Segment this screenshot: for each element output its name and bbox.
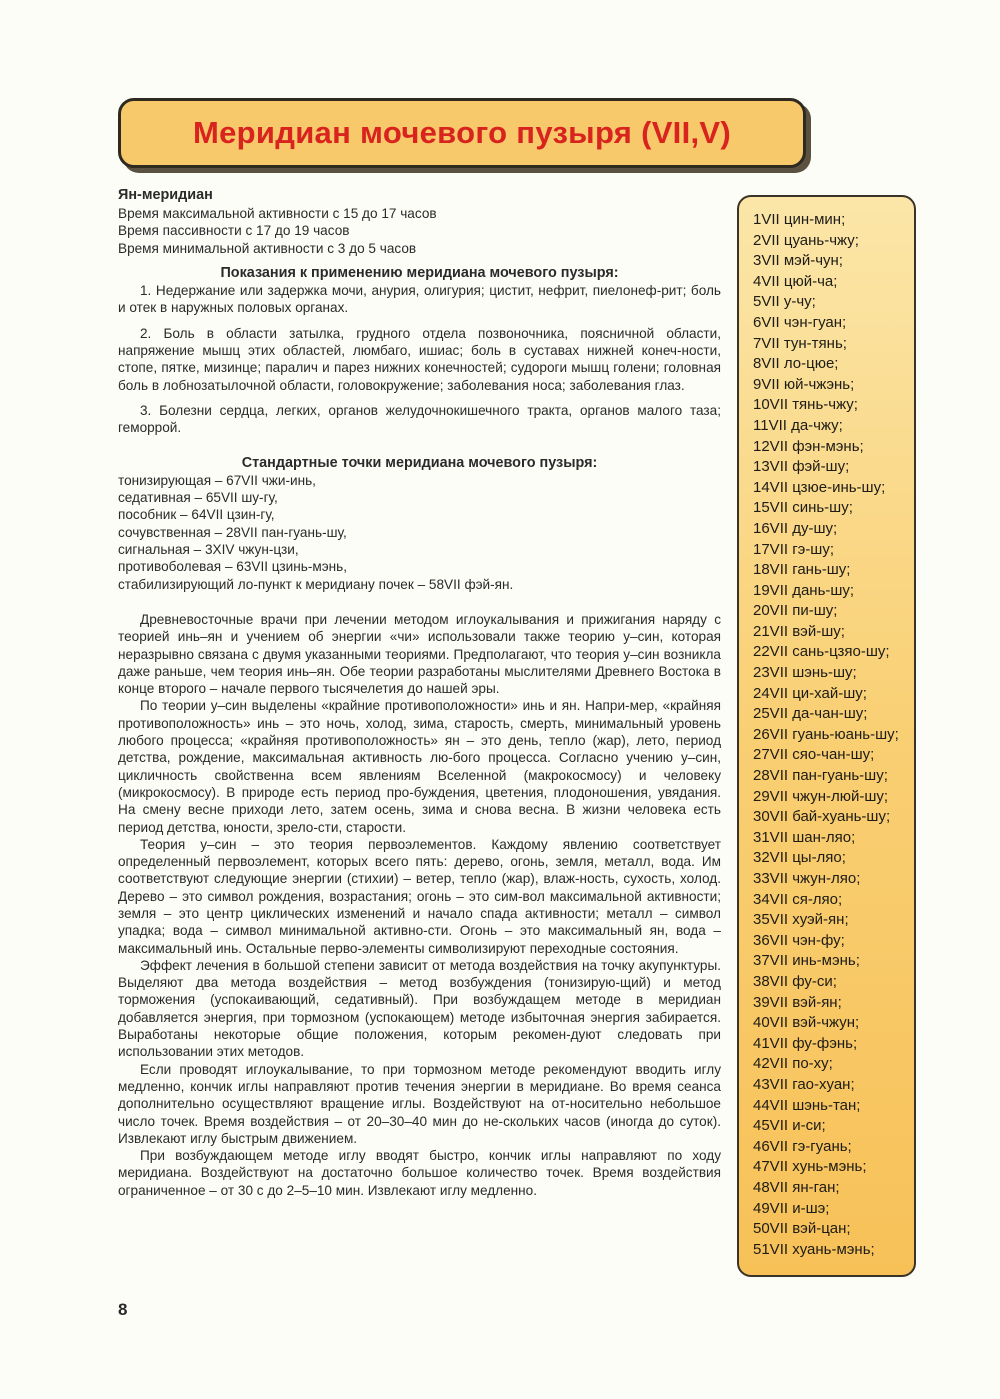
point-list-item: 10VII тянь-чжу; (753, 396, 858, 414)
point-list-item: 32VII цы-ляо; (753, 849, 846, 867)
point-list-item: 4VII цюй-ча; (753, 272, 838, 290)
indication-item: 1. Недержание или задержка мочи, анурия, олигурия; цистит, нефрит, пиелонеф-рит; боль и отек в наружных половых органах. (118, 283, 721, 316)
point-list-item: 6VII чэн-гуан; (753, 313, 847, 331)
standard-point-item: сочувственная – 28VII пан-гуань-шу, (118, 524, 347, 540)
standard-point-item: пособник – 64VII цзин-гу, (118, 507, 275, 523)
point-list-item: 24VII ци-хай-шу; (753, 684, 867, 702)
point-list-item: 41VII фу-фэнь; (753, 1034, 858, 1052)
point-list-item: 26VII гуань-юань-шу; (753, 725, 899, 743)
point-list-item: 44VII шэнь-тан; (753, 1096, 861, 1114)
standard-point-item: противоболевая – 63VII цзинь-мэнь, (118, 559, 348, 575)
point-list-item: 14VII цзюе-инь-шу; (753, 478, 886, 496)
body-paragraph: При возбуждающем методе иглу вводят быстро, кончик иглы направляют по ходу меридиана. Воздействуют на достаточно большое количество точек. Время воздействия ограниченное – от 30 с до 2–5–10 мин. Извлекают иглу медленно. (118, 1148, 721, 1198)
point-list-item: 18VII гань-шу; (753, 561, 851, 579)
point-list-item: 28VII пан-гуань-шу; (753, 767, 888, 785)
point-list-item: 40VII вэй-чжун; (753, 1014, 860, 1032)
point-list-item: 1VII цин-мин; (753, 211, 846, 228)
main-text (118, 186, 721, 1199)
point-list-item: 31VII шан-ляо; (753, 828, 856, 846)
point-list-item: 45VII и-си; (753, 1117, 826, 1135)
page-number: 8 (118, 1300, 128, 1319)
points-list (753, 210, 914, 1260)
indication-item: 2. Боль в области затылка, грудного отдела позвоночника, поясничной области, напряжение мышц этих областей, люмбаго, ишиас; боль в суставах нижней конеч-ности, стопе, пятке, мизинце; паралич и парез нижних конечностей; судороги мышц голени; головная боль в лобнозатылочной области, головокружение; заболевания носа; заболевания глаз. (118, 325, 721, 393)
activity-passive: Время пассивности с 17 до 19 часов (118, 223, 350, 239)
point-list-item: 38VII фу-си; (753, 972, 837, 990)
point-list-item: 37VII инь-мэнь; (753, 952, 860, 970)
indications-heading: Показания к применению меридиана мочевого пузыря: (220, 264, 619, 281)
point-list-item: 20VII пи-шу; (753, 602, 838, 620)
point-list-item: 9VII юй-чжэнь; (753, 375, 855, 393)
point-list-item: 33VII чжун-ляо; (753, 870, 861, 887)
activity-max: Время максимальной активности с 15 до 17 часов (118, 206, 437, 221)
point-list-item: 3VII мэй-чун; (753, 252, 843, 270)
point-list-item: 29VII чжун-люй-шу; (753, 787, 889, 805)
point-list-item: 49VII и-шэ; (753, 1199, 830, 1217)
standard-point-item: стабилизирующий ло-пункт к меридиану почек – 58VII фэй-ян. (118, 576, 514, 592)
point-list-item: 48VII ян-ган; (753, 1178, 840, 1196)
standard-point-item: тонизирующая – 67VII чжи-инь, (118, 472, 316, 488)
point-list-item: 36VII чэн-фу; (753, 931, 845, 949)
point-list-item: 46VII гэ-гуань; (753, 1137, 852, 1155)
point-list-item: 21VII вэй-шу; (753, 622, 845, 640)
title-banner (118, 98, 806, 168)
page-title: Меридиан мочевого пузыря (VII,V) (192, 115, 732, 150)
point-list-item: 13VII фэй-шу; (753, 458, 850, 476)
point-list-item: 25VII да-чан-шу; (753, 705, 868, 723)
point-list-item: 16VII ду-шу; (753, 519, 838, 537)
point-list-item: 30VII бай-хуань-шу; (753, 808, 891, 826)
point-list-item: 22VII сань-цзяо-шу; (753, 643, 890, 661)
body-paragraph: По теории у–син выделены «крайние противоположности» инь и ян. Напри-мер, «крайняя противоположность» инь – это ночь, холод, зима, старость, смерть, минимальный уровень любого процесса; «крайняя противоположность» ян – это день, тепло (жар), лето, период детства, рождение, максимальная активность лю-бого процесса. Согласно учению у–син, цикличность свойственна всем явлениям Вселенной (макрокосмосу) и человеку (микрокосмосу). В природе есть период про-буждения, цветения, плодоношения, увядания. На смену весне приходи лето, затем осень, зима и снова весна. В жизни человека есть период детства, юности, зрело-сти, старости. (118, 698, 721, 835)
point-list-item: 2VII цуань-чжу; (753, 231, 859, 249)
point-list-item: 51VII хуань-мэнь; (753, 1240, 875, 1258)
point-list-item: 42VII по-ху; (753, 1055, 833, 1073)
point-list-item: 11VII да-чжу; (753, 416, 843, 434)
point-list-item: 35VII хуэй-ян; (753, 911, 849, 929)
point-list-item: 12VII фэн-мэнь; (753, 437, 864, 455)
point-list-item: 47VII хунь-мэнь; (753, 1158, 867, 1176)
point-list-item: 17VII гэ-шу; (753, 540, 835, 558)
standard-points-heading: Стандартные точки меридиана мочевого пузыря: (241, 454, 598, 471)
point-list-item: 50VII вэй-цан; (753, 1220, 851, 1238)
point-list-item: 5VII у-чу; (753, 293, 816, 311)
point-list-item: 19VII дань-шу; (753, 581, 855, 599)
point-list-item: 34VII ся-ляо; (753, 890, 843, 908)
point-list-item: 39VII вэй-ян; (753, 993, 842, 1011)
point-list-item: 43VII гао-хуан; (753, 1075, 855, 1093)
point-list-item: 15VII синь-шу; (753, 499, 853, 517)
standard-point-item: сигнальная – 3XIV чжун-цзи, (118, 542, 299, 558)
body-paragraph: Древневосточные врачи при лечении методом иглоукалывания и прижигания наряду с теорией инь–ян и учением об энергии «чи» использовали также теорию у–син, которая неразрывно связана с двумя указанными теориями. Предполагают, что теория у–син возникла даже раньше, чем теория инь–ян. Обе теории разработаны мыслителями Древнего Востока в конце второго – начале первого тысячелетия до нашей эры. (118, 611, 721, 697)
body-paragraph: Теория у–син – это теория первоэлементов. Каждому явлению соответствует определенный первоэлемент, которых всего пять: дерево, огонь, земля, металл, вода. Им соответствуют следующие энергии (стихии) – ветер, тепло (жар), влаж-ность, сухость, холод. Дерево – это символ рождения, возрастания; огонь – это сим-вол максимальной активности; земля – это центр циклических изменений и начало спада активности; металл – символ упадка; вода – символ минимальной активно-сти. Огонь – это максимальный ян, вода – максимальный инь. Остальные перво-элементы символизируют переходные состояния. (118, 836, 721, 956)
meridian-type: Ян-меридиан (118, 187, 213, 203)
standard-point-item: седативная – 65VII шу-гу, (118, 490, 278, 506)
activity-min: Время минимальной активности с 3 до 5 часов (118, 240, 417, 256)
point-list-item: 23VII шэнь-шу; (753, 664, 857, 682)
body-paragraph: Эффект лечения в большой степени зависит от метода воздействия на точку акупунктуры. Выделяют два метода воздействия – метод возбуждения (тонизирую-щий) и метод торможения (успокаивающий, седативный). При возбуждащем методе в меридиан добавляется энергия, при тормозном (успокающем) методе избыточная энергия забирается. Выработаны некоторые общие положения, которым рекомен-дуют следовать при использовании этих методов. (118, 957, 721, 1060)
body-paragraph: Если проводят иглоукалывание, то при тормозном методе рекомендуют вводить иглу медленно, кончик иглы направляют против течения энергии в меридиане. Во время сеанса дополнительно осуществляют вращение иглы. Воздействуют на от-носительно небольшое число точек. Время воздействия – от 20–30–40 мин до не-скольких часов (иногда до суток). Извлекают иглу быстрым движением. (118, 1061, 721, 1146)
point-list-item: 8VII ло-цюе; (753, 355, 839, 373)
points-sidebar (737, 195, 916, 1277)
point-list-item: 27VII сяо-чан-шу; (753, 746, 875, 764)
indication-item: 3. Болезни сердца, легких, органов желудочнокишечного тракта, органов малого таза; геморрой. (118, 402, 721, 436)
point-list-item: 7VII тун-тянь; (753, 334, 847, 352)
